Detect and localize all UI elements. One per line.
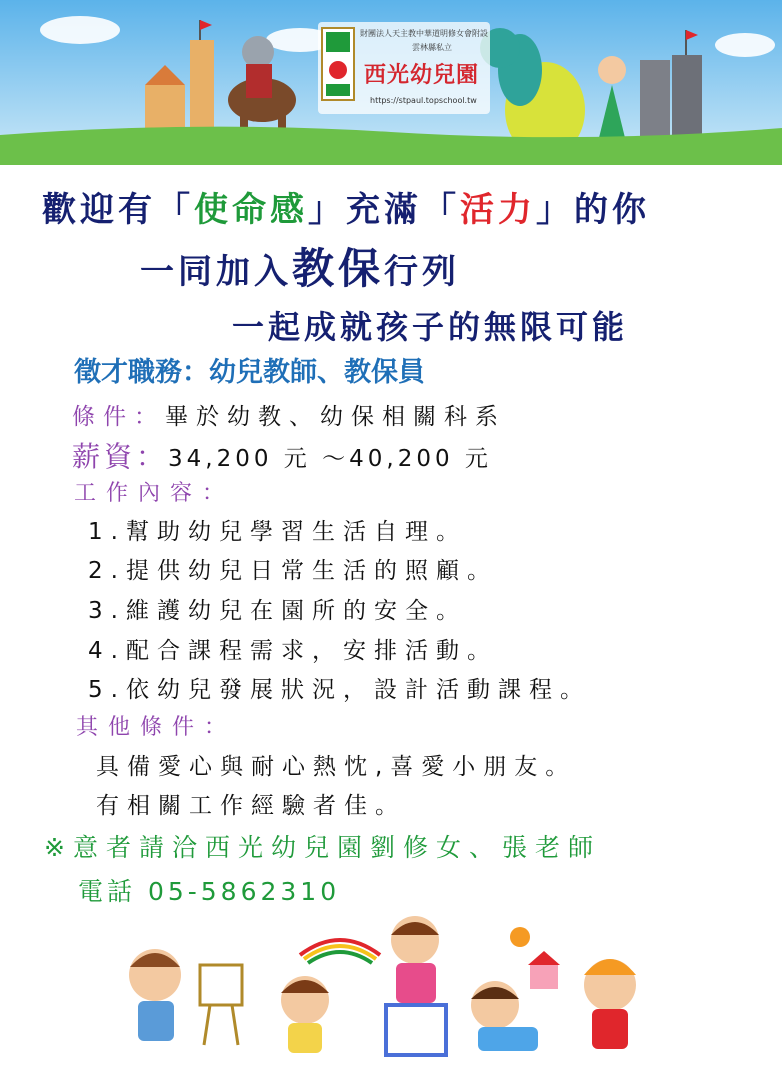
requirements-label: 條件： xyxy=(72,404,165,430)
other-conditions-title: 其他條件： xyxy=(76,715,237,740)
duty-item: 2.提供幼兒日常生活的照顧。 xyxy=(88,558,498,584)
work-content-title: 工作內容： xyxy=(74,481,235,506)
headline-text: 歡迎有「 xyxy=(42,190,194,230)
headline-line-1 xyxy=(42,182,650,231)
headline-text: 行列 xyxy=(384,252,461,292)
county-label: 雲林縣私立 xyxy=(412,43,452,52)
headline-text: 」的你 xyxy=(536,190,650,230)
headline-line-2 xyxy=(140,236,460,296)
duty-item: 5.依幼兒發展狀況，設計活動課程。 xyxy=(88,677,591,703)
duty-item: 3.維護幼兒在園所的安全。 xyxy=(88,598,467,624)
job-title: 徵才職務：幼兒教師、教保員 xyxy=(74,357,425,388)
duty-item: 4.配合課程需求，安排活動。 xyxy=(88,638,498,664)
headline-text: 一同加入 xyxy=(140,252,292,292)
requirements-value: 畢於幼教、幼保相關科系 xyxy=(165,404,506,430)
salary-label: 薪資： xyxy=(72,440,169,473)
salary-value: 34,200 元 ～40,200 元 xyxy=(168,446,492,472)
vitality-word: 活力 xyxy=(460,190,536,230)
mission-word: 使命感 xyxy=(194,190,308,230)
organization-name: 財團法人天主教中華道明修女會附設 xyxy=(360,29,488,38)
children-painting-illustration xyxy=(100,905,680,1065)
school-logo xyxy=(320,22,488,114)
contact-line: ※意者請洽西光幼兒園劉修女、張老師 xyxy=(44,833,601,862)
headline-line-3: 一起成就孩子的無限可能 xyxy=(232,308,629,346)
salary-row xyxy=(72,435,492,475)
header-banner xyxy=(0,0,782,165)
headline-text: 」充滿「 xyxy=(308,190,460,230)
headline-emphasis: 教保 xyxy=(292,244,385,293)
school-emblem-icon xyxy=(320,26,356,102)
school-url: https://stpaul.topschool.tw xyxy=(370,96,477,105)
condition-item: 具備愛心與耐心熱忱,喜愛小朋友。 xyxy=(96,754,577,780)
duty-item: 1.幫助幼兒學習生活自理。 xyxy=(88,519,467,545)
school-name: 西光幼兒園 xyxy=(364,63,480,88)
condition-item: 有相關工作經驗者佳。 xyxy=(96,793,406,819)
requirements-row xyxy=(72,398,506,431)
contact-phone: 電話 05-5862310 xyxy=(78,877,341,906)
